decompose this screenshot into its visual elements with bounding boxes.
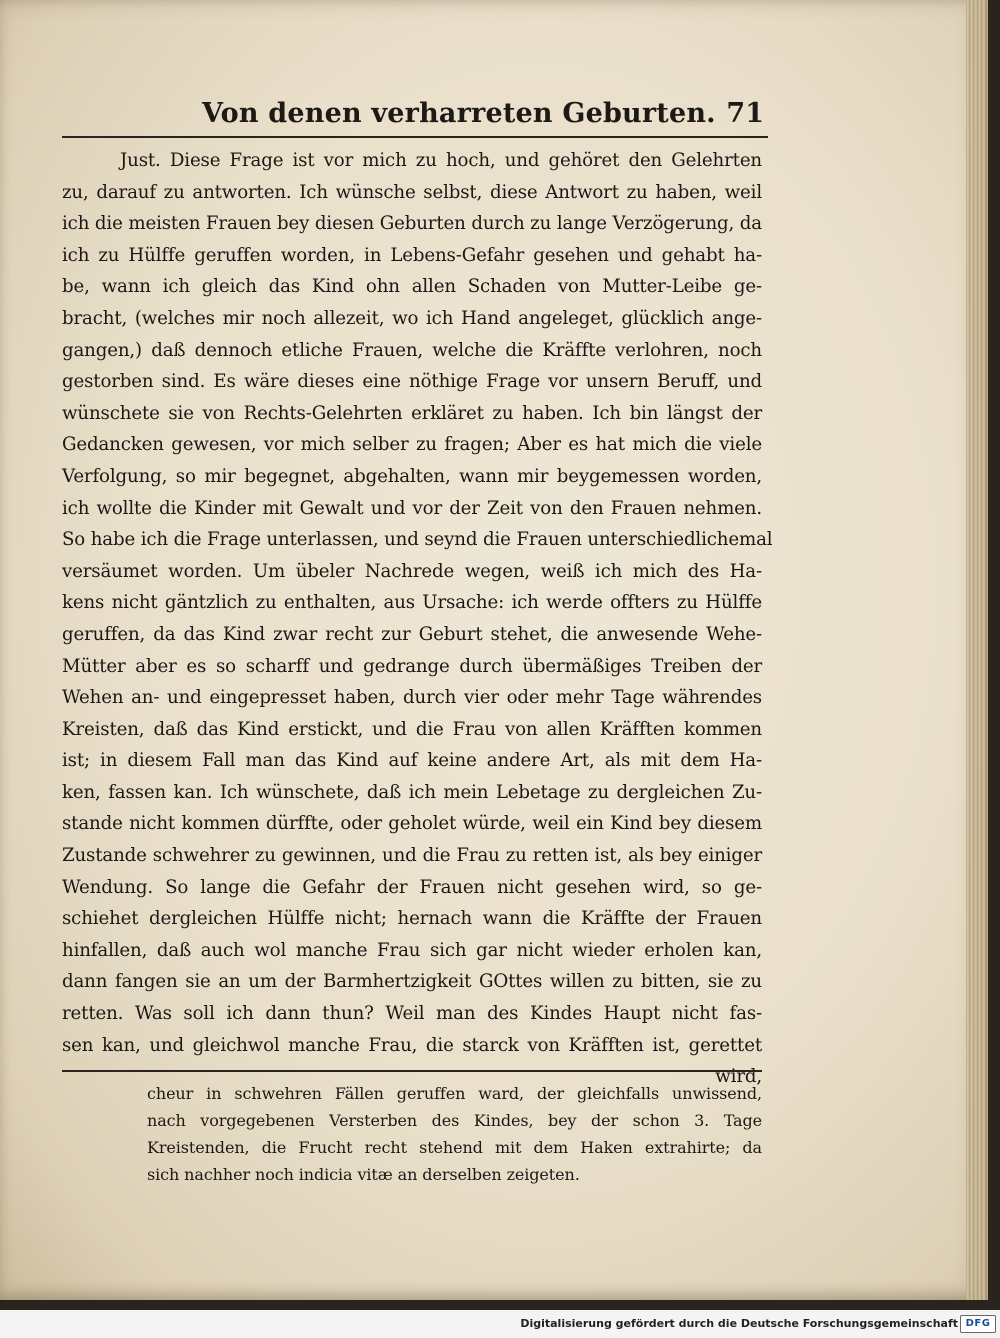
text-line: ken, fassen kan. Ich wünschete, daß ich mein Lebetage zu dergleichen Zu-	[62, 781, 762, 803]
text-line: zu, darauf zu antworten. Ich wünsche selbst, diese Antwort zu haben, weil	[62, 181, 762, 203]
text-line: kens nicht gäntzlich zu enthalten, aus Ursache: ich werde offters zu Hülffe	[62, 592, 762, 614]
text-line: gestorben sind. Es wäre dieses eine nöthige Frage vor unsern Beruff, und	[62, 371, 762, 393]
footnote-line: nach vorgegebenen Versterben des Kindes, bey der schon 3. Tage	[147, 1111, 762, 1130]
text-line: ich wollte die Kinder mit Gewalt und vor der Zeit von den Frauen nehmen.	[62, 497, 762, 519]
text-line: geruffen, da das Kind zwar recht zur Geburt stehet, die anwesende Wehe-	[62, 623, 762, 645]
page-header	[62, 92, 768, 138]
text-line: Mütter aber es so scharff und gedrange durch übermäßiges Treiben der	[62, 655, 762, 677]
text-line: Kreisten, daß das Kind erstickt, und die Frau von allen Kräfften kommen	[62, 718, 762, 740]
text-line: schiehet dergleichen Hülffe nicht; hernach wann die Kräffte der Frauen	[62, 908, 762, 930]
text-line: Wendung. So lange die Gefahr der Frauen nicht gesehen wird, so ge-	[62, 876, 762, 898]
footnote-block	[62, 1080, 762, 1188]
main-text-block	[62, 145, 773, 1093]
funding-credit: Digitalisierung gefördert durch die Deutsche Forschungsgemeinschaft	[520, 1317, 958, 1330]
footnote-line: sich nachher noch indicia vitæ an derselben zeigeten.	[147, 1165, 580, 1184]
text-line: retten. Was soll ich dann thun? Weil man des Kindes Haupt nicht fas-	[62, 1003, 762, 1025]
text-line: versäumet worden. Um übeler Nachrede wegen, weiß ich mich des Ha-	[62, 560, 762, 582]
text-line: Wehen an- und eingepresset haben, durch vier oder mehr Tage währendes	[62, 687, 762, 709]
text-line: dann fangen sie an um der Barmhertzigkeit GOttes willen zu bitten, sie zu	[62, 971, 762, 993]
text-line: Gedancken gewesen, vor mich selber zu fragen; Aber es hat mich die viele	[62, 434, 762, 456]
text-line: be, wann ich gleich das Kind ohn allen Schaden von Mutter-Leibe ge-	[62, 276, 762, 298]
running-title: Von denen verharreten Geburten.	[202, 98, 716, 129]
text-line: sen kan, und gleichwol manche Frau, die starck von Kräfften ist, gerettet	[62, 1034, 762, 1056]
footnote-line: Kreistenden, die Frucht recht stehend mit dem Haken extrahirte; da	[147, 1138, 762, 1157]
text-line: Zustande schwehrer zu gewinnen, und die Frau zu retten ist, als bey einiger	[62, 845, 762, 867]
dfg-logo-icon: DFG	[960, 1315, 996, 1333]
text-line: So habe ich die Frage unterlassen, und seynd die Frauen unterschiedlichemal	[62, 529, 773, 551]
text-line: Verfolgung, so mir begegnet, abgehalten, wann mir beygemessen worden,	[62, 465, 762, 487]
text-line: ist; in diesem Fall man das Kind auf keine andere Art, als mit dem Ha-	[62, 750, 762, 772]
page-number: 71	[726, 98, 764, 129]
page-edge-shading	[966, 0, 988, 1300]
text-line: gangen,) daß dennoch etliche Frauen, welche die Kräffte verlohren, noch	[62, 339, 762, 361]
text-line: wünschete sie von Rechts-Gelehrten erkläret zu haben. Ich bin längst der	[62, 402, 762, 424]
text-line: Just. Diese Frage ist vor mich zu hoch, und gehöret den Gelehrten	[120, 150, 762, 171]
text-line: ich die meisten Frauen bey diesen Geburten durch zu lange Verzögerung, da	[62, 213, 762, 235]
text-line: stande nicht kommen dürffte, oder geholet würde, weil ein Kind bey diesem	[62, 813, 762, 835]
digitization-footer	[0, 1310, 1000, 1338]
footnote-divider	[62, 1070, 762, 1072]
text-line: hinfallen, daß auch wol manche Frau sich gar nicht wieder erholen kan,	[62, 939, 762, 961]
text-line: ich zu Hülffe geruffen worden, in Lebens-Gefahr gesehen und gehabt ha-	[62, 244, 762, 266]
text-line: bracht, (welches mir noch allezeit, wo ich Hand angeleget, glücklich ange-	[62, 307, 762, 329]
footnote-line: cheur in schwehren Fällen geruffen ward, der gleichfalls unwissend,	[147, 1084, 762, 1103]
catchword: wird,	[715, 1066, 762, 1088]
